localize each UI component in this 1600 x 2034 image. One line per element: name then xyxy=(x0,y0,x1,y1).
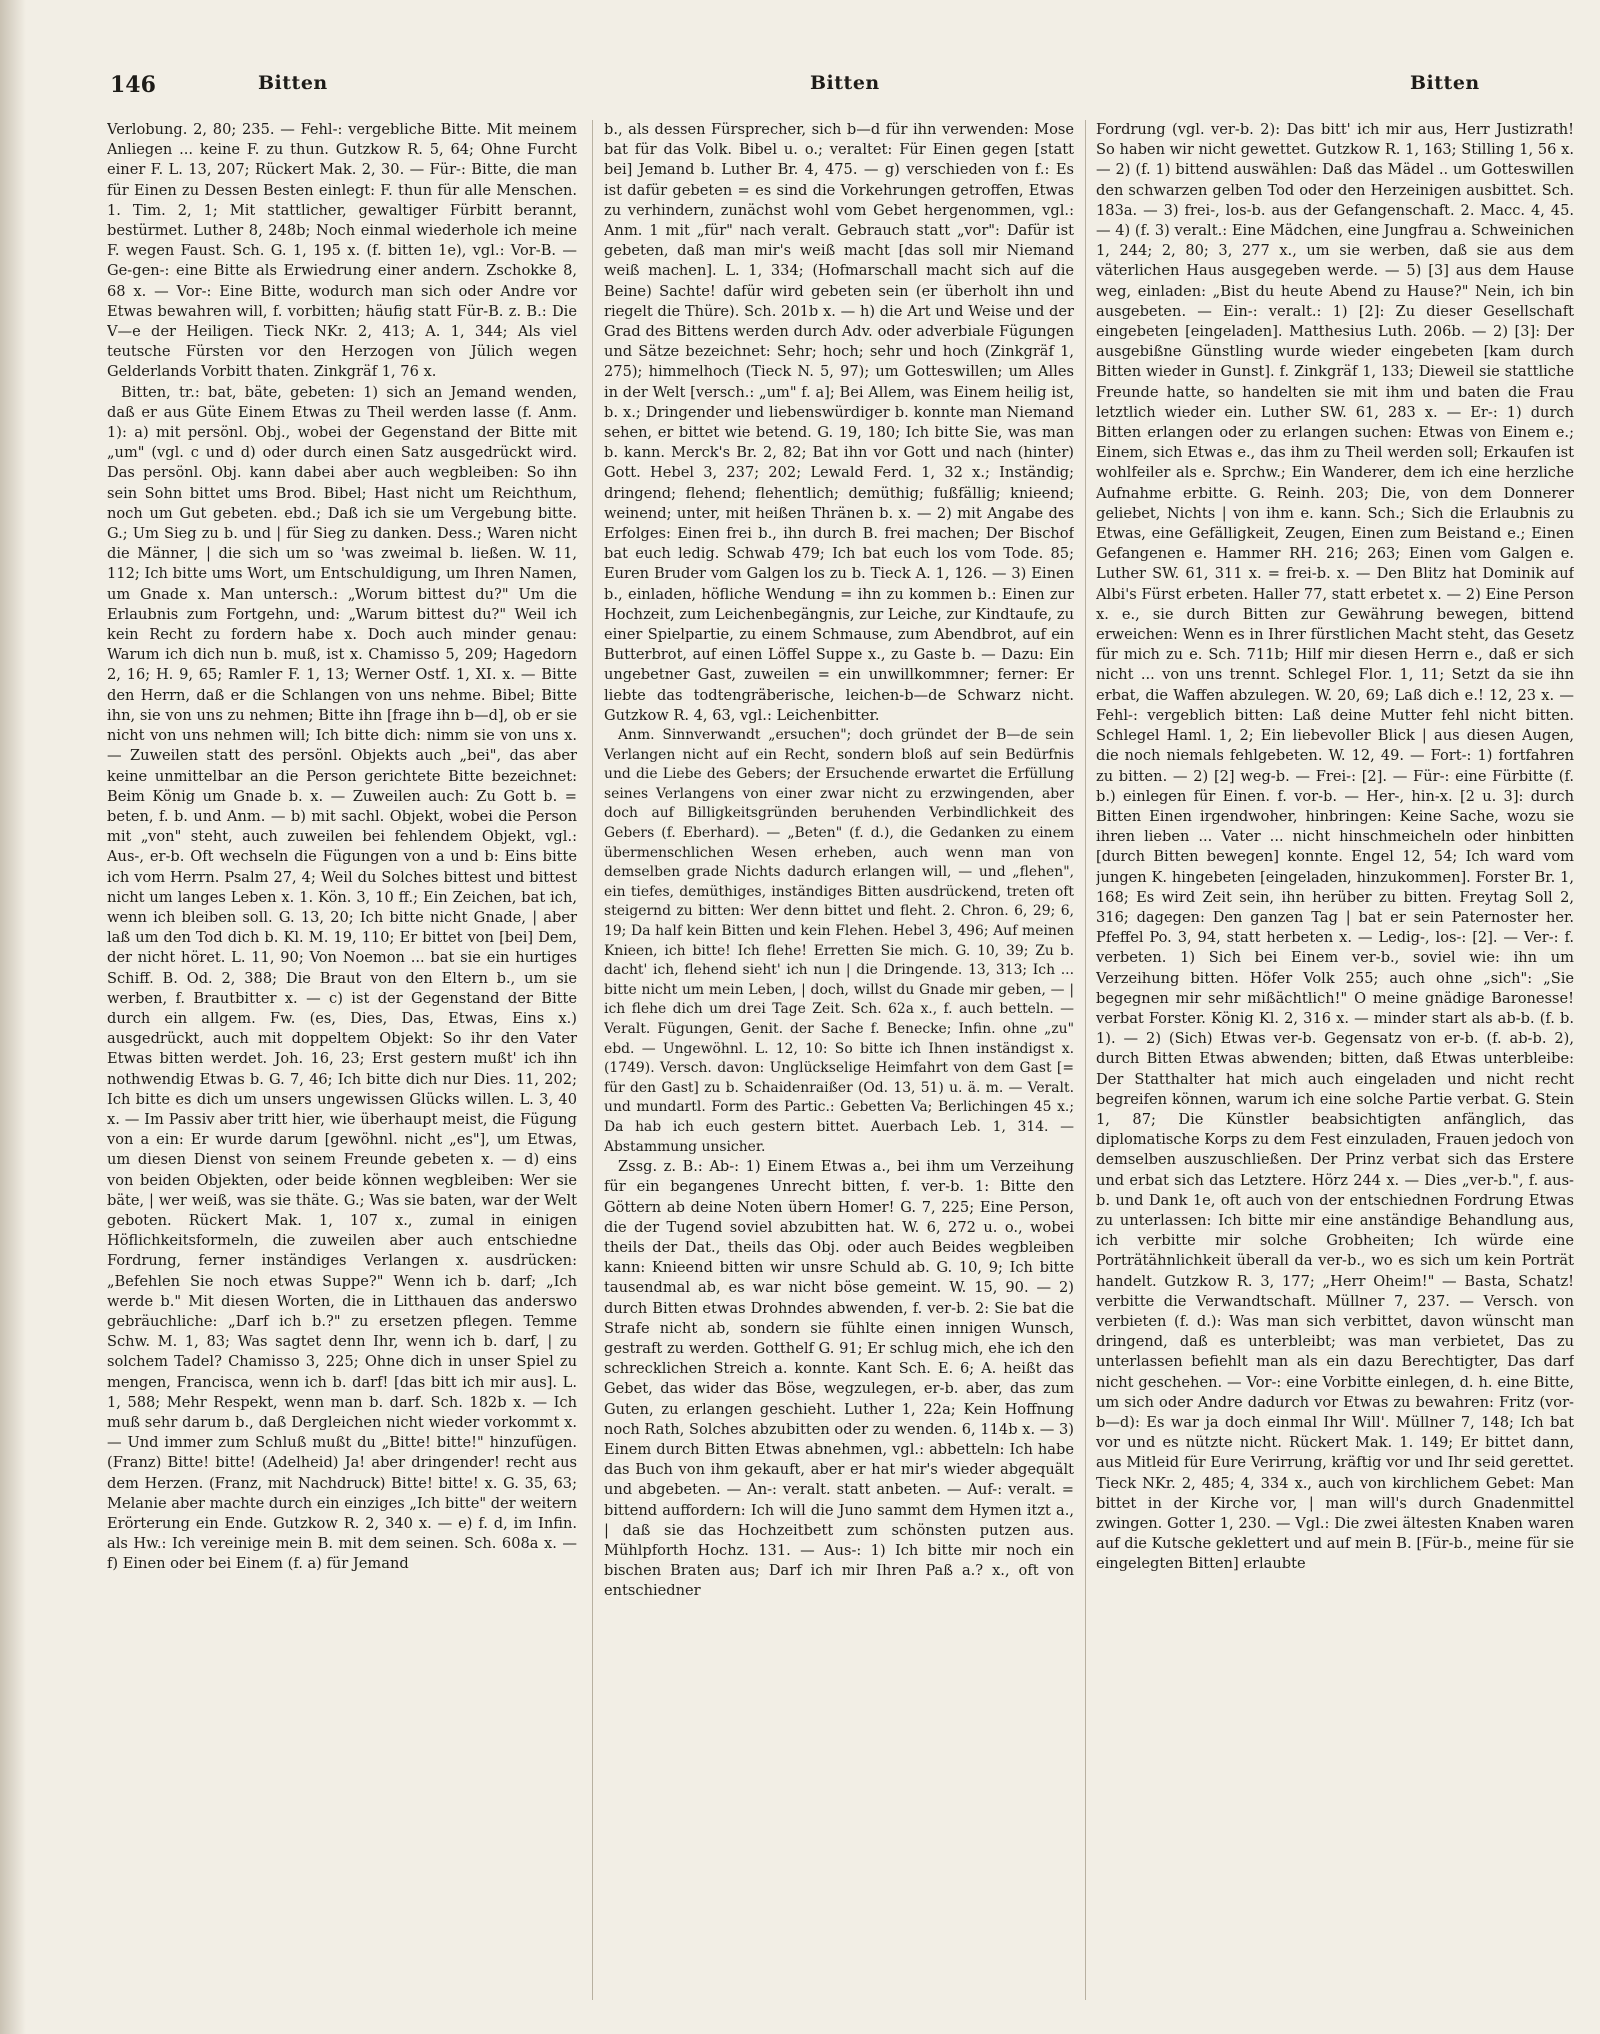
entry-paragraph: Verlobung. 2, 80; 235. — Fehl-: vergebliche Bitte. Mit meinem Anliegen ... keine F. zu thun. Gutzkow R. 5, 64; Ohne Furcht einer F. L. 13, 207; Rückert Mak. 2, 30. — Für-: Bitte, die man für Einen zu Dessen Besten einlegt: F. thun für alle Menschen. 1. Tim. 2, 1; Mit stattlicher, gewaltiger Fürbitt berannt, bestürmet. Luther 8, 248b; Noch einmal wiederhole ich meine F. wegen Faust. Sch. G. 1, 195 x. (f. bitten 1e), vgl.: Vor-B. — Ge-gen-: eine Bitte als Erwiedrung einer andern. Zschokke 8, 68 x. — Vor-: Eine Bitte, wodurch man sich oder Andre vor Etwas bewahren will, f. vorbitten; häufig statt Für-B. z. B.: Die V—e der Heiligen. Tieck NKr. 2, 413; A. 1, 344; Als viel teutsche Fürsten vor den Herzogen von Jülich wegen Gelderlands Vorbitt thaten. Zinkgräf 1, 76 x. xyxy=(107,121,577,381)
entry-paragraph: Zssg. z. B.: Ab-: 1) Einem Etwas a., bei ihm um Verzeihung für ein begangenes Unrecht bitten, f. ver-b. 1: Bitte den Göttern ab deine Noten übern Homer! G. 7, 225; Eine Person, die der Tugend soviel abzubitten hat. W. 6, 272 u. o., wobei theils der Dat., theils das Obj. oder auch Beides wegbleiben kann: Knieend bitten wir unsre Schuld ab. G. 10, 9; Ich bitte tausendmal ab, es war nicht böse gemeint. W. 15, 90. — 2) durch Bitten etwas Drohndes abwenden, f. ver-b. 2: Sie bat die Strafe nicht ab, sondern sie fühlte einen innigen Wunsch, gestraft zu werden. Gotthelf G. 91; Er schlug mich, ehe ich den schrecklichen Streich a. konnte. Kant Sch. E. 6; A. heißt das Gebet, das wider das Böse, wegzulegen, er-b. aber, das zum Guten, zu erlangen geschieht. Luther 1, 22a; Kein Hoffnung noch Rath, Solches abzubitten oder zu wenden. 6, 114b x. — 3) Einem durch Bitten Etwas abnehmen, vgl.: abbetteln: Ich habe das Buch von ihm gekauft, aber er hat mir's wieder abgequält und abgebeten. — An-: veralt. statt anbeten. — Auf-: veralt. = bittend auffordern: Ich will die Juno sammt dem Hymen itzt a., | daß sie das Hochzeitbett zum schönsten putzen aus. Mühlpforth Hochz. 131. — Aus-: 1) Ich bitte mir noch ein bischen Braten aus; Darf ich mir Ihren Paß a.? x., oft von entschiedner xyxy=(604,1158,1074,1600)
entry-paragraph: b., als dessen Fürsprecher, sich b—d für ihn verwenden: Mose bat für das Volk. Bibel u. o.; veraltet: Für Einen gegen [statt bei] Jemand b. Luther Br. 4, 475. — g) verschieden von f.: Es ist dafür gebeten = es sind die Vorkehrungen getroffen, Etwas zu verhindern, zunächst wohl vom Gebet hergenommen, vgl.: Anm. 1 mit „für" nach veralt. Gebrauch statt „vor": Dafür ist gebeten, daß man mir's weiß macht [das soll mir Niemand weiß machen]. L. 1, 334; (Hofmarschall macht sich auf die Beine) Sachte! dafür wird gebeten sein (er überholt ihn und riegelt die Thüre). Sch. 201b x. — h) die Art und Weise und der Grad des Bittens werden durch Adv. oder adverbiale Fügungen und Sätze bezeichnet: Sehr; hoch; sehr und hoch (Zinkgräf 1, 275); himmelhoch (Tieck N. 5, 97); um Gotteswillen; um Alles in der Welt [versch.: „um" f. a]; Bei Allem, was Einem heilig ist, b. x.; Dringender und liebenswürdiger b. konnte man Niemand sehen, er bittet wie betend. G. 19, 180; Ich bitte Sie, was man b. kann. Merck's Br. 2, 82; Bat ihn vor Gott und nach (hinter) Gott. Hebel 3, 237; 202; Lewald Ferd. 1, 32 x.; Inständig; dringend; flehend; flehentlich; demüthig; fußfällig; knieend; weinend; unter, mit heißen Thränen b. x. — 2) mit Angabe des Erfolges: Einen frei b., ihn durch B. frei machen; Der Bischof bat euch ledig. Schwab 479; Ich bat euch los vom Tode. 85; Euren Bruder vom Galgen los zu b. Tieck A. 1, 126. — 3) Einen b., einladen, höfliche Wendung = ihn zu kommen b.: Einen zur Hochzeit, zum Leichenbegängnis, zur Leiche, zur Kindtaufe, zu einer Spielpartie, zu einem Schmause, zum Abendbrot, auf ein Butterbrot, auf einen Löffel Suppe x., zu Gaste b. — Dazu: Ein ungebetner Gast, zuweilen = ein unwillkommner; ferner: Er liebte das todtengräberische, leichen-b—de Schwarz nicht. Gutzkow R. 4, 63, vgl.: Leichenbitter. xyxy=(604,121,1074,724)
head-word-right: Bitten xyxy=(1410,72,1480,94)
running-head xyxy=(110,66,1575,106)
text-column-3 xyxy=(1096,120,1574,2010)
entry-paragraph: Bitten, tr.: bat, bäte, gebeten: 1) sich an Jemand wenden, daß er aus Güte Einem Etwas zu Theil werden lasse (f. Anm. 1): a) mit persönl. Obj., wobei der Gegenstand der Bitte mit „um" (vgl. c und d) oder durch einen Satz ausgedrückt wird. Das persönl. Obj. kann dabei aber auch wegbleiben: So ihn sein Sohn bittet ums Brod. Bibel; Hast nicht um Reichthum, noch um Gut gebeten. ebd.; Daß ich sie um Vergebung bitte. G.; Um Sieg zu b. und | für Sieg zu danken. Dess.; Waren nicht die Männer, | die sich um so 'was zweimal b. ließen. W. 11, 112; Ich bitte ums Wort, um Entschuldigung, um Ihren Namen, um Gnade x. Man untersch.: „Worum bittest du?" Um die Erlaubnis zum Fortgehn, und: „Warum bittest du?" Weil ich kein Recht zu fordern habe x. Doch auch minder genau: Warum ich dich nun b. muß, ist x. Chamisso 5, 209; Hagedorn 2, 16; H. 9, 65; Ramler F. 1, 13; Werner Ostf. 1, XI. x. — Bitte den Herrn, daß er die Schlangen von uns nehme. Bibel; Bitte ihn, sie von uns zu nehmen; Bitte ihn [frage ihn b—d], ob er sie nicht von uns nehmen will; Ich bitte dich: nimm sie von uns x. — Zuweilen statt des persönl. Objekts auch „bei", das aber keine unmittelbar an die Person gerichtete Bitte bezeichnet: Beim König um Gnade b. x. — Zuweilen auch: Zu Gott b. = beten, f. b. und Anm. — b) mit sachl. Objekt, wobei die Person mit „von" steht, auch zuweilen bei fehlendem Objekt, vgl.: Aus-, er-b. Oft wechseln die Fügungen von a und b: Eins bitte ich vom Herrn. Psalm 27, 4; Weil du Solches bittest und bittest nicht um langes Leben x. 1. Kön. 3, 10 ff.; Ein Zeichen, bat ich, wenn ich bleiben soll. G. 13, 20; Ich bitte nicht Gnade, | aber laß um den Tod dich b. Kl. M. 19, 110; Er bittet von [bei] Dem, der nicht höret. L. 11, 90; Von Noemon ... bat sie ein hurtiges Schiff. B. Od. 2, 388; Die Braut von den Eltern b., um sie werben, f. Brautbitter x. — c) ist der Gegenstand der Bitte durch ein allgem. Fw. (es, Dies, Das, Etwas, Eins x.) ausgedrückt, auch mit doppeltem Objekt: So ihr den Vater Etwas bitten werdet. Joh. 16, 23; Erst gestern mußt' ich ihn nothwendig Etwas b. G. 7, 46; Ich bitte dich nur Dies. 11, 202; Ich bitte es dich um unsers ungewissen Glücks willen. L. 3, 40 x. — Im Passiv aber tritt hier, wie überhaupt meist, die Fügung von a ein: Er wurde darum [gewöhnl. nicht „es"], um Etwas, um diesen Dienst von seinem Freunde gebeten x. — d) eins von beiden Objekten, oder beide können wegbleiben: Wer sie bäte, | wer weiß, was sie thäte. G.; Was sie baten, war der Welt geboten. Rückert Mak. 1, 107 x., zumal in einigen Höflichkeitsformeln, die zuweilen aber auch entschiedne Fordrung, ferner inständiges Verlangen x. ausdrücken: „Befehlen Sie noch etwas Suppe?" Wenn ich b. darf; „Ich werde b." Mit diesen Worten, die in Litthauen das anderswo gebräuchliche: „Darf ich b.?" zu ersetzen pflegen. Temme Schw. M. 1, 83; Was sagtet denn Ihr, wenn ich b. darf, | zu solchem Tadel? Chamisso 3, 225; Ohne dich in unser Spiel zu mengen, Francisca, wenn ich b. darf! [das bitt ich mir aus]. L. 1, 588; Mehr Respekt, wenn man b. darf. Sch. 182b x. — Ich muß sehr darum b., daß Dergleichen nicht wieder vorkommt x. — Und immer zum Schluß mußt du „Bitte! bitte!" hinzufügen. (Franz) Bitte! bitte! (Adelheid) Ja! aber dringender! recht aus dem Herzen. (Franz, mit Nachdruck) Bitte! bitte! x. G. 35, 63; Melanie aber machte durch ein einziges „Ich bitte" der weitern Erörterung ein Ende. Gutzkow R. 2, 340 x. — e) f. d, im Infin. als Hw.: Ich vereinige mein B. mit dem seinen. Sch. 608a x. — f) Einen oder bei Einem (f. a) für Jemand xyxy=(107,383,577,1573)
annotation-paragraph: Anm. Sinnverwandt „ersuchen"; doch gründet der B—de sein Verlangen nicht auf ein Recht, sondern bloß auf sein Bedürfnis und die Liebe des Gebers; der Ersuchende erwartet die Erfüllung seines Verlangens von einer zwar nicht zu erzwingenden, aber doch auf Billigkeitsgründen beruhenden Verbindlichkeit des Gebers (f. Eberhard). — „Beten" (f. d.), die Gedanken zu einem übermenschlichen Wesen erheben, auch wenn man von demselben grade Nichts dadurch erlangen will, — und „flehen", ein tiefes, demüthiges, inständiges Bitten ausdrückend, treten oft steigernd zu bitten: Wer denn bittet und fleht. 2. Chron. 6, 29; 6, 19; Da half kein Bitten und kein Flehen. Hebel 3, 496; Auf meinen Knieen, ich bitte! Ich flehe! Erretten Sie mich. G. 10, 39; Zu b. dacht' ich, flehend sieht' ich nun | die Dringende. 13, 313; Ich ... bitte nicht um mein Leben, | doch, willst du Gnade mir geben, — | ich flehe dich um drei Tage Zeit. Sch. 62a x., f. auch betteln. — Veralt. Fügungen, Genit. der Sache f. Benecke; Infin. ohne „zu" ebd. — Ungewöhnl. L. 12, 10: So bitte ich Ihnen inständigst x. (1749). Versch. davon: Unglückselige Heimfahrt von dem Gast [= für den Gast] zu b. Schaidenraißer (Od. 13, 51) u. ä. m. — Veralt. und mundartl. Form des Partic.: Gebetten Va; Berlichingen 45 x.; Da hab ich euch gestern bittet. Auerbach Leb. 1, 314. — Abstammung unsicher. xyxy=(604,727,1074,1155)
head-word-center: Bitten xyxy=(810,72,880,94)
entry-paragraph: Fordrung (vgl. ver-b. 2): Das bitt' ich mir aus, Herr Justizrath! So haben wir nicht gewettet. Gutzkow R. 1, 163; Stilling 1, 56 x. — 2) (f. 1) bittend auswählen: Daß das Mädel .. um Gotteswillen den schwarzen gelben Tod oder den Herzeinigen ausbittet. Sch. 183a. — 3) frei-, los-b. aus der Gefangenschaft. 2. Macc. 4, 45. — 4) (f. 3) veralt.: Eine Mädchen, eine Jungfrau a. Schweinichen 1, 244; 2, 80; 3, 277 x., um sie werben, daß sie aus dem väterlichen Haus ausgegeben werde. — 5) [3] aus dem Hause weg, einladen: „Bist du heute Abend zu Hause?" Nein, ich bin ausgebeten. — Ein-: veralt.: 1) [2]: Zu dieser Gesellschaft eingebeten [eingeladen]. Matthesius Luth. 206b. — 2) [3]: Der ausgebißne Günstling wurde wieder eingebeten [kam durch Bitten wieder in Gunst]. f. Zinkgräf 1, 133; Dieweil sie stattliche Freunde hatte, so handelten sie mit ihm und baten die Frau letztlich wieder ein. Luther SW. 61, 283 x. — Er-: 1) durch Bitten erlangen oder zu erlangen suchen: Etwas von Einem e.; Einem, sich Etwas e., das ihm zu Theil werden soll; Erkaufen ist wohlfeiler als e. Sprchw.; Ein Wanderer, dem ich eine herzliche Aufnahme erbitte. G. Reinh. 203; Die, von dem Donnerer geliebet, Nichts | von ihm e. kann. Sch.; Sich die Erlaubnis zu Etwas, eine Gefälligkeit, Zeugen, Einen zum Beistand e.; Einen Gefangenen e. Hammer RH. 216; 263; Einen vom Galgen e. Luther SW. 61, 311 x. = frei-b. x. — Den Blitz hat Dominik auf Albi's Fürst erbeten. Haller 77, statt erbetet x. — 2) Eine Person x. e., sie durch Bitten zur Gewährung bewegen, bittend erweichen: Wenn es in Ihrer fürstlichen Macht steht, das Gesetz für mich zu e. Sch. 711b; Hilf mir diesen Herrn e., daß er sich nicht ... von uns trennt. Schlegel Flor. 1, 11; Setzt da sie ihn erbat, die Waffen abzulegen. W. 20, 69; Laß dich e.! 12, 23 x. — Fehl-: vergeblich bitten: Laß deine Mutter fehl nicht bitten. Schlegel Haml. 1, 2; Ein liebevoller Blick | aus diesen Augen, die noch niemals fehlgebeten. W. 12, 49. — Fort-: 1) fortfahren zu bitten. — 2) [2] weg-b. — Frei-: [2]. — Für-: eine Fürbitte (f. b.) einlegen für Einen. f. vor-b. — Her-, hin-x. [2 u. 3]: durch Bitten Einen irgendwoher, hinbringen: Keine Sache, wozu sie ihren lieben ... Vater ... nicht hinschmeicheln oder hinbitten [durch Bitten bewegen] konnte. Engel 12, 54; Ich ward vom jungen K. hingebeten [eingeladen, hinzukommen]. Forster Br. 1, 168; Es wird Zeit sein, ihn herüber zu bitten. Freytag Soll 2, 316; dagegen: Den ganzen Tag | bat er sein Paternoster her. Pfeffel Po. 3, 94, statt herbeten x. — Ledig-, los-: [2]. — Ver-: f. verbeten. 1) Sich bei Einem ver-b., soviel wie: ihn um Verzeihung bitten. Höfer Volk 255; auch ohne „sich": „Sie begegnen mir sehr mißächtlich!" O meine gnädige Baronesse! verbat Forster. König Kl. 2, 316 x. — minder start als ab-b. (f. b. 1). — 2) (Sich) Etwas ver-b. Gegensatz von er-b. (f. ab-b. 2), durch Bitten Etwas abwenden; bitten, daß Etwas unterbleibe: Der Statthalter hat mich auch eingeladen und nicht recht begreifen können, warum ich eine solche Partie verbat. G. Stein 1, 87; Die Künstler beabsichtigten anfänglich, das diplomatische Korps zu dem Fest einzuladen, Frauen jedoch von demselben auszuschließen. Der Prinz verbat sich das Erstere und erbat sich das Letztere. Hörz 244 x. — Dies „ver-b.", f. aus-b. und Dank 1e, oft auch von der entschiednen Fordrung Etwas zu unterlassen: Ich bitte mir eine anständige Behandlung aus, ich verbitte mir solche Grobheiten; Ich würde eine Porträtähnlichkeit überall da ver-b., wo es sich um kein Porträt handelt. Gutzkow R. 3, 177; „Herr Oheim!" — Basta, Schatz! verbitte die Verwandtschaft. Müllner 7, 237. — Versch. von verbieten (f. d.): Was man sich verbittet, davon wünscht man dringend, daß es unterbleibt; was man verbietet, Das zu unterlassen befiehlt man als ein dazu Berechtigter, Das darf nicht geschehen. — Vor-: eine Vorbitte einlegen, d. h. eine Bitte, um sich oder Andre dadurch vor Etwas zu bewahren: Fritz (vor-b—d): Es war ja doch einmal Ihr Will'. Müllner 7, 148; Ich bat vor und es nützte nicht. Rückert Mak. 1. 149; Er bittet dann, aus Mitleid für Eure Verirrung, kräftig vor und Ihr seid gerettet. Tieck NKr. 2, 485; 4, 334 x., auch von kirchlichem Gebet: Man bittet in der Kirche vor, | man will's durch Gnadenmittel zwingen. Gotter 1, 230. — Vgl.: Die zwei ältesten Knaben waren auf die Kutsche geklettert und auf mein B. [Für-b., meine für sie eingelegten Bitten] erlaubte xyxy=(1096,121,1574,1573)
text-column-1 xyxy=(107,120,577,2010)
head-word-left: Bitten xyxy=(258,72,328,94)
column-divider xyxy=(1085,120,1086,2000)
page-number: 146 xyxy=(110,72,156,98)
scan-edge-shadow xyxy=(0,0,26,2034)
column-divider xyxy=(592,120,593,2000)
text-column-2 xyxy=(604,120,1074,2010)
